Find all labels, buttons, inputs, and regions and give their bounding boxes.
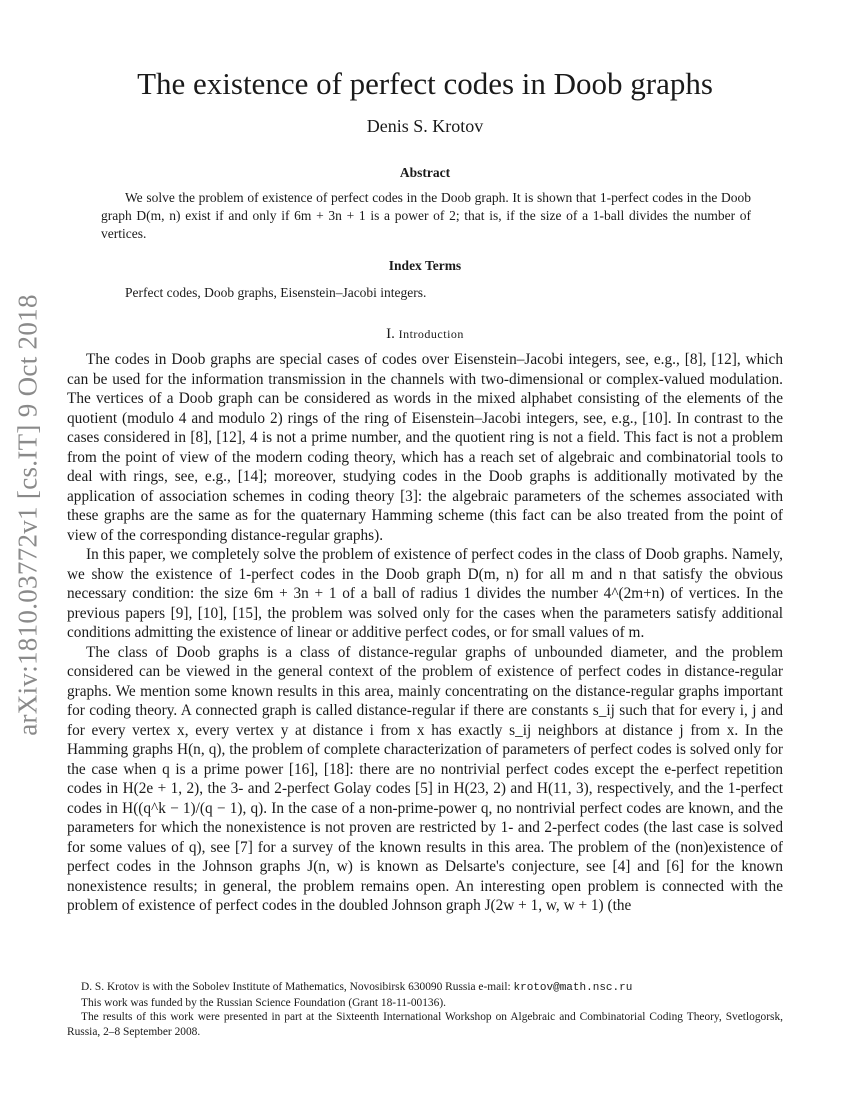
index-terms-heading: Index Terms (388, 258, 462, 273)
section-number: I. (386, 326, 399, 342)
paper-author: Denis S. Krotov (366, 116, 484, 136)
footnote-funding: This work was funded by the Russian Science Foundation (Grant 18-11-00136). (81, 996, 446, 1009)
footnote-conference: The results of this work were presented in part at the Sixteenth International Workshop on Algebraic and Combinatorial Coding Theory, Svetlogorsk, Russia, 2–8 September 2008. (67, 1011, 783, 1038)
arxiv-sidebar-stamp (6, 285, 50, 745)
index-terms: Perfect codes, Doob graphs, Eisenstein–Jacobi integers. (125, 285, 427, 300)
paragraph-1: The codes in Doob graphs are special cases of codes over Eisenstein–Jacobi integers, see, e.g., [8], [12], which can be used for the information transmission in the channels with two-dimensional or complex-valued modulation. The vertices of a Doob graph can be considered as words in the mixed alphabet consisting of the elements of the quotient (modulo 4 and modulo 2) rings of the ring of Eisenstein–Jacobi integers, see, e.g., [10]. In contrast to the cases considered in [8], [12], 4 is not a prime number, and the quotient ring is not a field. This fact is not a problem from the point of view of the modern coding theory, which has a reach set of algebraic and combinatorial tools to deal with rings, see, e.g., [14]; moreover, studying codes in the Doob graphs is additionally motivated by the application of association schemes in coding theory [3]: the algebraic parameters of the schemes associated with these graphs are the same as for the quaternary Hamming scheme (this fact can be also treated from the point of view of the corresponding distance-regular graphs). (67, 351, 783, 544)
footnote-affiliation (67, 980, 783, 996)
paragraph-3: The class of Doob graphs is a class of distance-regular graphs of unbounded diameter, and the problem considered can be viewed in the general context of the problem of existence of perfect codes in distance-regular graphs. We mention some known results in this area, mainly concentrating on the distance-regular graphs important for coding theory. A connected graph is called distance-regular if there are constants s_ij such that for every i, j and for every vertex x, every vertex y at distance i from x has exactly s_ij neighbors at distance j from x. In the Hamming graphs H(n, q), the problem of complete characterization of parameters of perfect codes is solved only for the case when q is a prime power [16], [18]: there are no nontrivial perfect codes except the e-perfect repetition codes in H(2e + 1, 2), the 3- and 2-perfect Golay codes [5] in H(23, 2) and H(11, 3), respectively, and the 1-perfect codes in H((q^k − 1)/(q − 1), q). In the case of a non-prime-power q, no nontrivial perfect codes are known, and the parameters for which the nonexistence is not proven are restricted by 1- and 2-perfect codes (the last case is solved for some values of q), see [7] for a survey of the known results in this area. The problem of the (non)existence of perfect codes in the Johnson graphs J(n, w) is known as Delsarte's conjecture, see [4] and [6] for the known nonexistence results; in general, the problem remains open. An interesting open problem is connected with the problem of existence of perfect codes in the doubled Johnson graph J(2w + 1, w, w + 1) (the (67, 643, 783, 914)
author-email-link[interactable]: krotov@math.nsc.ru (513, 982, 633, 994)
paragraph-2: In this paper, we completely solve the problem of existence of perfect codes in the class of Doob graphs. Namely, we show the existence of 1-perfect codes in the Doob graph D(m, n) for all m and n that satisfy the obvious necessary condition: the size 6m + 3n + 1 of a ball of radius 1 divides the number 4^(2m+n) of vertices. In the previous papers [9], [10], [15], the problem was solved only for the cases when the parameters satisfy additional conditions admitting the existence of linear or additive perfect codes, or for small values of m. (67, 546, 783, 641)
abstract-text: We solve the problem of existence of perfect codes in the Doob graph. It is shown that 1-perfect codes in the Doob graph D(m, n) exist if and only if 6m + 3n + 1 is a power of 2; that is, if the size of a 1-ball divides the number of vertices. (101, 190, 751, 241)
abstract-heading: Abstract (399, 165, 451, 180)
section-heading-introduction (0, 326, 850, 343)
paper-title: The existence of perfect codes in Doob graphs (137, 66, 713, 101)
footnotes (67, 980, 783, 1039)
section-title: Introduction (398, 327, 464, 341)
arxiv-id: arXiv:1810.03772v1 [cs.IT] 9 Oct 2018 (12, 294, 43, 736)
footnote-affiliation-text: D. S. Krotov is with the Sobolev Institute of Mathematics, Novosibirsk 630090 Russia e-mail: (81, 981, 514, 993)
body-text (67, 350, 783, 916)
